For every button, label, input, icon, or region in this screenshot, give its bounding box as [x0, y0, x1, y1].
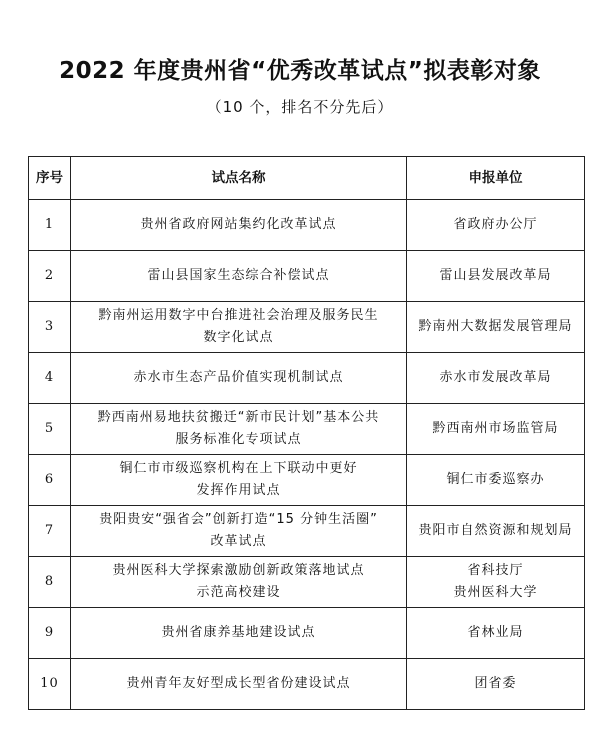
document-title: 2022 年度贵州省“优秀改革试点”拟表彰对象 [59, 58, 541, 84]
pilot-name-line: 贵州省康养基地建设试点 [161, 625, 316, 640]
applicant-unit-line: 赤水市发展改革局 [439, 370, 552, 385]
row-applicant-unit [407, 608, 585, 659]
row-applicant-unit [407, 659, 585, 710]
row-serial: 2 [29, 251, 71, 302]
row-pilot-name [71, 455, 407, 506]
row-serial: 4 [29, 353, 71, 404]
pilot-name-line: 雷山县国家生态综合补偿试点 [147, 268, 330, 283]
pilot-name-line: 改革试点 [210, 534, 267, 549]
row-pilot-name [71, 302, 407, 353]
pilot-name-line: 黔南州运用数字中台推进社会治理及服务民生 [98, 308, 379, 323]
applicant-unit-line: 贵州医科大学 [453, 585, 538, 600]
applicant-unit-line: 雷山县发展改革局 [439, 268, 552, 283]
applicant-unit-line: 贵阳市自然资源和规划局 [418, 523, 573, 538]
pilot-name-line: 贵州省政府网站集约化改革试点 [140, 217, 337, 232]
table-row [29, 659, 585, 710]
row-pilot-name [71, 608, 407, 659]
row-pilot-name [71, 200, 407, 251]
pilot-name-line: 贵州医科大学探索激励创新政策落地试点 [112, 563, 365, 578]
row-pilot-name [71, 506, 407, 557]
row-serial: 5 [29, 404, 71, 455]
row-applicant-unit [407, 506, 585, 557]
row-applicant-unit [407, 353, 585, 404]
applicant-unit-line: 黔西南州市场监管局 [432, 421, 559, 436]
pilot-name-line: 黔西南州易地扶贫搬迁“新市民计划”基本公共 [97, 410, 380, 425]
row-pilot-name [71, 557, 407, 608]
pilot-name-line: 数字化试点 [203, 330, 274, 345]
pilot-name-line: 发挥作用试点 [196, 483, 281, 498]
pilot-name-line: 服务标准化专项试点 [175, 432, 302, 447]
pilot-name-line: 赤水市生态产品价值实现机制试点 [133, 370, 344, 385]
table-row [29, 455, 585, 506]
table-row [29, 404, 585, 455]
applicant-unit-line: 省科技厅 [467, 563, 524, 578]
pilot-list-table [28, 156, 585, 710]
table-row [29, 506, 585, 557]
pilot-name-line: 贵州青年友好型成长型省份建设试点 [126, 676, 351, 691]
header-pilot-name: 试点名称 [71, 157, 407, 200]
row-applicant-unit [407, 557, 585, 608]
table-row [29, 251, 585, 302]
row-serial: 10 [29, 659, 71, 710]
row-pilot-name [71, 353, 407, 404]
pilot-name-line: 示范高校建设 [196, 585, 281, 600]
header-serial: 序号 [29, 157, 71, 200]
row-serial: 3 [29, 302, 71, 353]
applicant-unit-line: 黔南州大数据发展管理局 [418, 319, 573, 334]
row-serial: 7 [29, 506, 71, 557]
row-pilot-name [71, 659, 407, 710]
pilot-name-line: 铜仁市市级巡察机构在上下联动中更好 [119, 461, 358, 476]
applicant-unit-line: 铜仁市委巡察办 [446, 472, 545, 487]
applicant-unit-line: 团省委 [474, 676, 517, 691]
table-row [29, 200, 585, 251]
document-subtitle: （10 个，排名不分先后） [206, 98, 394, 116]
header-applicant-unit: 申报单位 [407, 157, 585, 200]
row-applicant-unit [407, 404, 585, 455]
row-applicant-unit [407, 455, 585, 506]
table-row [29, 302, 585, 353]
row-serial: 6 [29, 455, 71, 506]
table-row [29, 557, 585, 608]
table-row [29, 353, 585, 404]
applicant-unit-line: 省林业局 [467, 625, 524, 640]
row-applicant-unit [407, 251, 585, 302]
row-applicant-unit [407, 200, 585, 251]
row-serial: 1 [29, 200, 71, 251]
row-serial: 8 [29, 557, 71, 608]
pilot-name-line: 贵阳贵安“强省会”创新打造“15 分钟生活圈” [99, 512, 378, 527]
row-serial: 9 [29, 608, 71, 659]
row-applicant-unit [407, 302, 585, 353]
table-row [29, 608, 585, 659]
table-header-row [29, 157, 585, 200]
applicant-unit-line: 省政府办公厅 [453, 217, 538, 232]
row-pilot-name [71, 404, 407, 455]
row-pilot-name [71, 251, 407, 302]
